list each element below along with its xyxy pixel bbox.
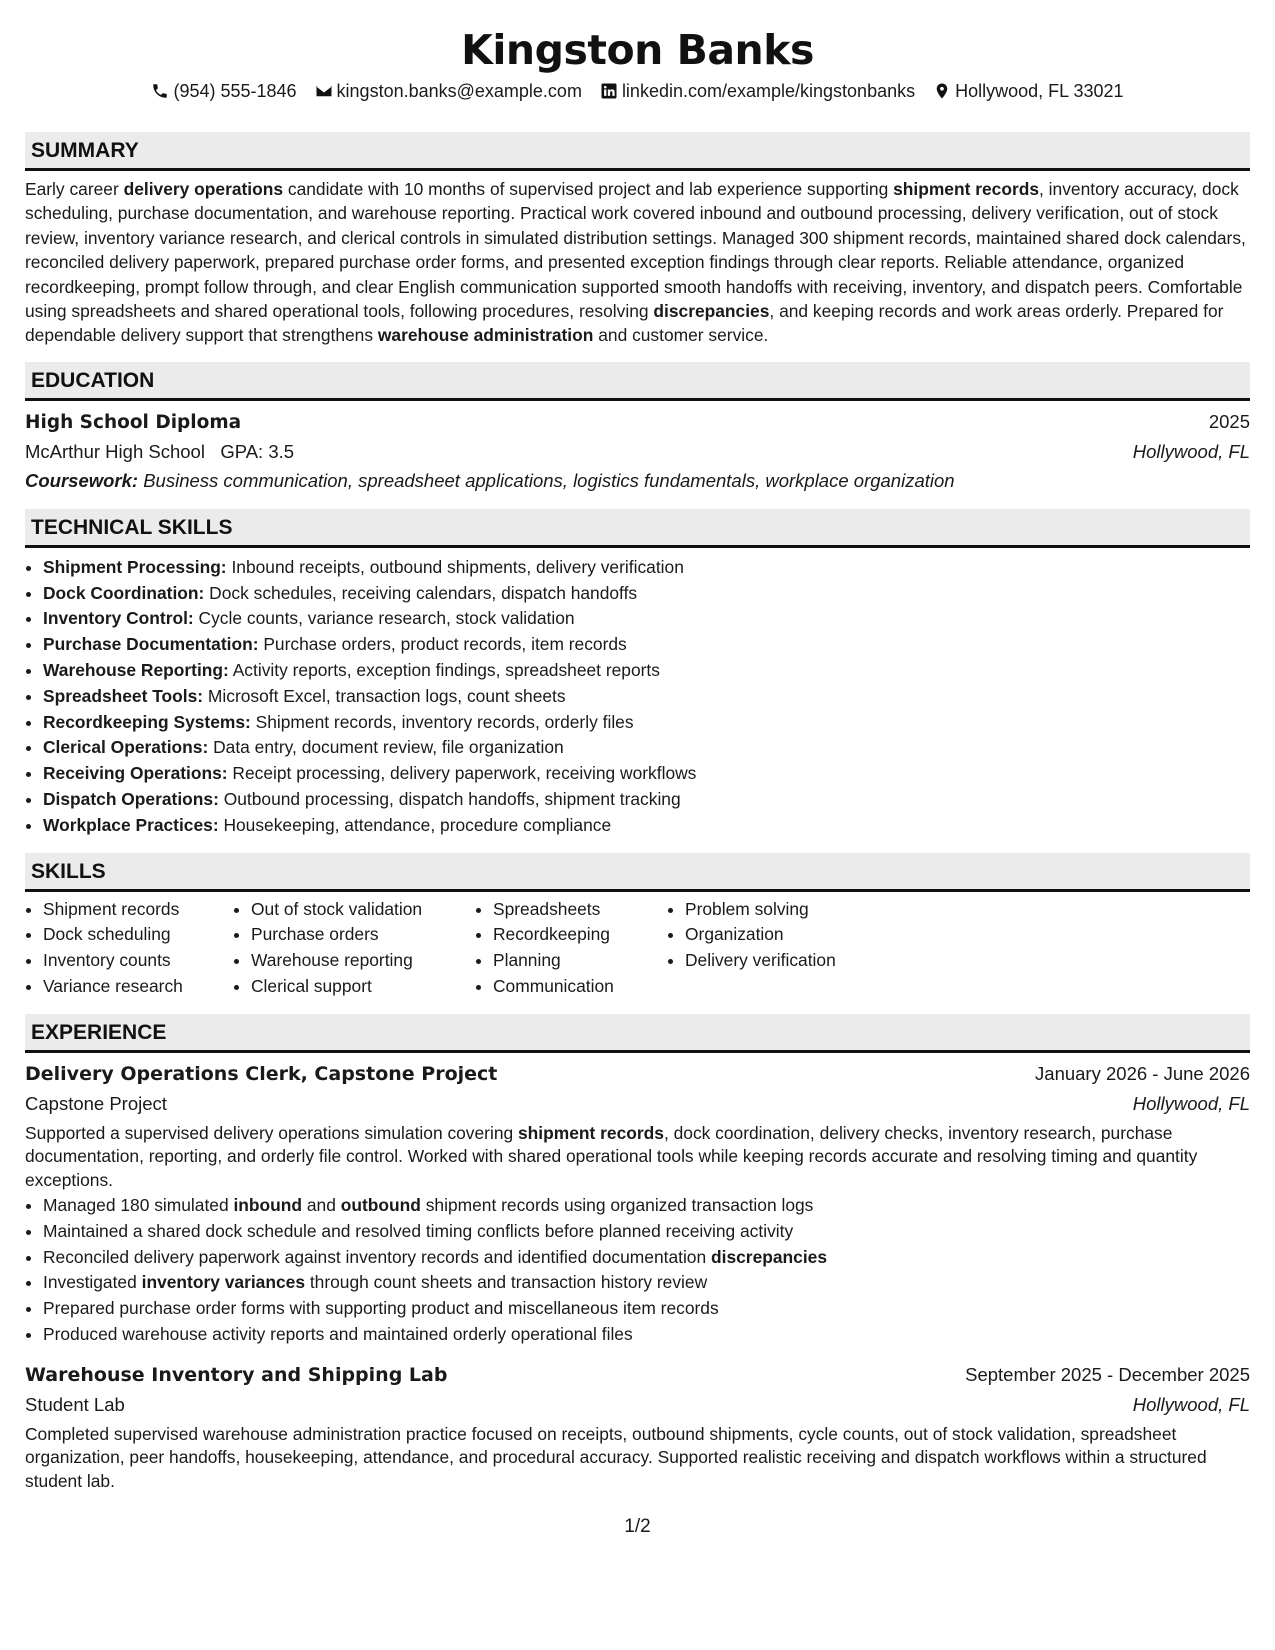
skill-text: Receipt processing, delivery paperwork, receiving workflows	[227, 763, 697, 784]
list-item: • Clerical support	[251, 974, 471, 1000]
list-item: • Variance research	[43, 974, 229, 1000]
desc-part: Supported a supervised delivery operations simulation covering	[25, 1122, 519, 1143]
contact-location	[933, 81, 1123, 102]
job-description	[25, 1122, 1250, 1192]
job-bullets	[25, 1193, 1250, 1348]
candidate-name: Kingston Banks	[461, 26, 814, 74]
technical-skills-list	[25, 555, 1250, 839]
list-item: • Spreadsheets	[493, 897, 663, 923]
contact-email[interactable]	[315, 81, 582, 102]
map-pin-icon	[933, 82, 951, 100]
list-item	[43, 1193, 1250, 1219]
coursework-label: Coursework:	[25, 469, 139, 491]
skill-text: Shipment records, inventory records, orderly files	[250, 711, 634, 732]
education-year: 2025	[1208, 410, 1250, 432]
coursework-text: Business communication, spreadsheet applications, logistics fundamentals, workplace organization	[138, 469, 955, 491]
skill-label: Inventory Control:	[43, 608, 194, 629]
list-item: • Prepared purchase order forms with supporting product and miscellaneous item records	[43, 1296, 1250, 1322]
skills-column	[233, 897, 471, 1000]
skills-heading: SKILLS	[25, 853, 1250, 892]
school-name: McArthur High School	[25, 440, 205, 462]
list-item	[43, 710, 1250, 736]
skills-column	[667, 897, 836, 1000]
list-item	[43, 581, 1250, 607]
job-location: Hollywood, FL	[1132, 1393, 1250, 1415]
contact-bar	[25, 78, 1250, 104]
list-item	[43, 761, 1250, 787]
list-item: • Out of stock validation	[251, 897, 471, 923]
summary-bold: warehouse administration	[377, 325, 594, 346]
bullet-bold: outbound	[340, 1195, 421, 1216]
skill-label: Dock Coordination:	[43, 582, 205, 603]
skill-text: Activity reports, exception findings, spreadsheet reports	[228, 660, 660, 681]
experience-heading: EXPERIENCE	[25, 1014, 1250, 1053]
skill-text: Outbound processing, dispatch handoffs, shipment tracking	[218, 789, 681, 810]
bullet-part: Reconciled delivery paperwork against inventory records and identified documentation	[43, 1246, 711, 1267]
bullet-part: shipment records using organized transaction logs	[420, 1195, 814, 1216]
list-item: • Shipment records	[43, 897, 229, 923]
summary-part: Early career	[25, 179, 124, 199]
job-title: Delivery Operations Clerk, Capstone Project	[25, 1062, 498, 1085]
skills-column	[475, 897, 663, 1000]
contact-linkedin[interactable]	[600, 81, 915, 102]
summary-part: , inventory accuracy, dock scheduling, purchase documentation, and warehouse reporting. Practical work covered inbound and outbound processing, delivery verification, out of stock review, inventory variance research, and clerical controls in simulated distribution settings. Managed 300 shipment records, maintained shared dock calendars, reconciled delivery paperwork, prepared purchase order forms, and presented exception findings through clear reports. Reliable attendance, organized recordkeeping, prompt follow through, and clear English communication supported smooth handoffs with receiving, inventory, and dispatch peers. Comfortable using spreadsheets and shared operational tools, following procedures, resolving	[25, 179, 1246, 322]
job-description: Completed supervised warehouse administration practice focused on receipts, outbound shipments, cycle counts, out of stock validation, spreadsheet organization, peer handoffs, housekeeping, attendance, and procedural accuracy. Supported realistic receiving and dispatch workflows within a structured student lab.	[25, 1423, 1207, 1491]
summary-part: candidate with 10 months of supervised project and lab experience supporting	[283, 179, 894, 199]
skill-label: Workplace Practices:	[43, 814, 219, 835]
technical-skills-heading: TECHNICAL SKILLS	[25, 509, 1250, 548]
list-item	[43, 658, 1250, 684]
skill-label: Receiving Operations:	[43, 763, 228, 784]
list-item	[43, 555, 1250, 581]
skills-grid	[25, 897, 1250, 1000]
job-dates: September 2025 - December 2025	[965, 1363, 1250, 1385]
skill-text: Purchase orders, product records, item records	[258, 634, 627, 655]
list-item: • Communication	[493, 974, 663, 1000]
list-item: • Maintained a shared dock schedule and resolved timing conflicts before planned receiving activity	[43, 1219, 1250, 1245]
list-item: • Inventory counts	[43, 948, 229, 974]
list-item: • Warehouse reporting	[251, 948, 471, 974]
summary-bold: discrepancies	[653, 301, 770, 322]
list-item: • Produced warehouse activity reports and maintained orderly operational files	[43, 1322, 1250, 1348]
skill-label: Purchase Documentation:	[43, 634, 259, 655]
linkedin-icon	[600, 82, 618, 100]
bullet-bold: inventory variances	[141, 1272, 305, 1293]
job-organization: Capstone Project	[25, 1092, 167, 1114]
desc-part: , dock coordination, delivery checks, inventory research, purchase documentation, reporting, and orderly file control. Worked with shared operational tools while keeping records accurate and resolving timing and quantity exceptions.	[25, 1122, 1198, 1190]
linkedin-text: linkedin.com/example/kingstonbanks	[621, 80, 916, 101]
experience-entry	[25, 1059, 1250, 1348]
skill-label: Shipment Processing:	[43, 556, 227, 577]
school-line	[25, 437, 294, 466]
experience-entry	[25, 1360, 1250, 1493]
list-item: • Recordkeeping	[493, 922, 663, 948]
list-item	[43, 1245, 1250, 1271]
skill-text: Housekeeping, attendance, procedure compliance	[218, 814, 612, 835]
list-item: • Dock scheduling	[43, 922, 229, 948]
page-number: 1/2	[624, 1516, 651, 1537]
envelope-icon	[315, 82, 333, 100]
desc-bold: shipment records	[518, 1122, 664, 1143]
job-dates: January 2026 - June 2026	[1035, 1062, 1250, 1084]
education-heading: EDUCATION	[25, 362, 1250, 401]
list-item: • Planning	[493, 948, 663, 974]
list-item	[43, 684, 1250, 710]
contact-phone	[151, 81, 296, 102]
list-item	[43, 735, 1250, 761]
summary-part: , and keeping records and work areas orderly. Prepared for dependable delivery support that strengthens	[25, 301, 1224, 346]
list-item	[43, 813, 1250, 839]
summary-text	[25, 177, 1250, 348]
skill-text: Data entry, document review, file organization	[208, 737, 564, 758]
skills-column	[25, 897, 229, 1000]
list-item	[43, 606, 1250, 632]
education-location: Hollywood, FL	[1132, 440, 1250, 462]
summary-bold: shipment records	[893, 179, 1040, 199]
summary-heading: SUMMARY	[25, 132, 1250, 171]
skill-label: Dispatch Operations:	[43, 789, 219, 810]
list-item	[43, 632, 1250, 658]
list-item	[43, 1270, 1250, 1296]
job-location: Hollywood, FL	[1132, 1092, 1250, 1114]
bullet-bold: inbound	[233, 1195, 303, 1216]
skill-label: Recordkeeping Systems:	[43, 711, 251, 732]
email-text: kingston.banks@example.com	[336, 80, 582, 101]
job-organization: Student Lab	[25, 1393, 125, 1415]
coursework	[25, 466, 1250, 495]
list-item	[43, 787, 1250, 813]
location-text: Hollywood, FL 33021	[955, 80, 1124, 101]
list-item: • Purchase orders	[251, 922, 471, 948]
bullet-bold: discrepancies	[711, 1246, 828, 1267]
summary-bold: delivery operations	[123, 179, 284, 199]
list-item: • Delivery verification	[685, 948, 836, 974]
job-title: Warehouse Inventory and Shipping Lab	[25, 1363, 448, 1386]
education-entry	[25, 407, 1250, 495]
skill-text: Inbound receipts, outbound shipments, delivery verification	[226, 556, 684, 577]
skill-text: Dock schedules, receiving calendars, dispatch handoffs	[204, 582, 638, 603]
bullet-part: Investigated	[43, 1272, 142, 1293]
bullet-part: and	[302, 1195, 341, 1216]
skill-text: Cycle counts, variance research, stock validation	[193, 608, 575, 629]
degree: High School Diploma	[25, 411, 242, 433]
gpa: GPA: 3.5	[220, 440, 295, 462]
phone-text: (954) 555-1846	[173, 80, 297, 101]
skill-label: Spreadsheet Tools:	[43, 685, 204, 706]
list-item: • Problem solving	[685, 897, 836, 923]
skill-text: Microsoft Excel, transaction logs, count sheets	[203, 685, 566, 706]
list-item: • Organization	[685, 922, 836, 948]
phone-icon	[151, 82, 169, 100]
skill-label: Clerical Operations:	[43, 737, 209, 758]
bullet-part: Managed 180 simulated	[43, 1195, 234, 1216]
bullet-part: through count sheets and transaction history review	[305, 1272, 708, 1293]
summary-part: and customer service.	[593, 325, 769, 346]
skill-label: Warehouse Reporting:	[43, 660, 229, 681]
